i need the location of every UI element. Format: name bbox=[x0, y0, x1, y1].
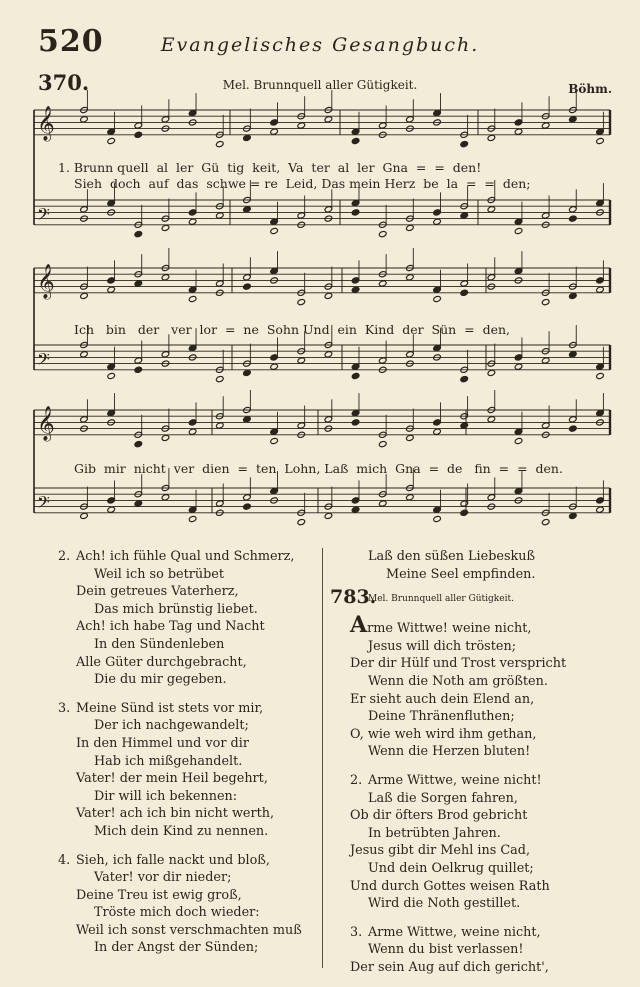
note-head bbox=[188, 515, 196, 522]
lyric-line: Gib mir nicht ver dien = ten Lohn, Laß mich Gna = de fin = = den. bbox=[74, 461, 563, 476]
column-divider bbox=[322, 548, 323, 968]
note-head bbox=[569, 512, 577, 519]
verse-line: Laß den süßen Liebeskuß bbox=[368, 549, 536, 564]
note-head bbox=[351, 419, 359, 426]
note-head bbox=[569, 292, 577, 299]
verses-left-column bbox=[58, 548, 328, 968]
second-hymn-number: 783. bbox=[330, 586, 377, 608]
note-head bbox=[433, 295, 441, 302]
verse-line: Weil ich sonst verschmachten muß bbox=[76, 922, 302, 938]
verse-line: Der dir Hülf und Trost verspricht bbox=[350, 656, 567, 672]
note-head bbox=[378, 500, 386, 507]
verse-line: Deine Treu ist ewig groß, bbox=[76, 887, 242, 903]
stanza bbox=[350, 772, 630, 913]
note-head bbox=[134, 280, 142, 287]
note-head bbox=[80, 116, 88, 123]
melody-note: Mel. Brunnquell aller Gütigkeit. bbox=[222, 78, 418, 92]
note-head bbox=[487, 416, 495, 423]
note-head bbox=[514, 437, 522, 444]
verse-line: Der sein Aug auf dich gericht', bbox=[350, 959, 549, 975]
verse-line: rme Wittwe! weine nicht, bbox=[367, 621, 532, 637]
verse-line: Laß die Sorgen fahren, bbox=[368, 790, 518, 806]
note-head bbox=[541, 357, 549, 364]
note-head bbox=[243, 206, 251, 213]
note-head bbox=[487, 369, 495, 376]
verse-line: Meine Seel empfinden. bbox=[386, 566, 536, 582]
note-head bbox=[433, 218, 441, 225]
verse-line: Vater! der mein Heil begehrt, bbox=[76, 771, 268, 787]
note-head bbox=[134, 131, 142, 138]
note-head bbox=[433, 428, 441, 435]
clef-glyph: 𝄞 bbox=[37, 263, 55, 299]
note-head bbox=[596, 137, 604, 144]
note-head bbox=[460, 376, 468, 383]
clef-glyph: 𝄢 bbox=[37, 348, 50, 373]
verse-line: In den Himmel und vor dir bbox=[76, 735, 249, 751]
note-head bbox=[134, 441, 142, 448]
note-head bbox=[514, 128, 522, 135]
stanza-number: 4. bbox=[58, 852, 71, 868]
note-head bbox=[378, 441, 386, 448]
note-head bbox=[80, 292, 88, 299]
note-head bbox=[378, 280, 386, 287]
verse-line: Dein getreues Vaterherz, bbox=[76, 584, 239, 600]
note-head bbox=[596, 286, 604, 293]
clef-glyph: 𝄞 bbox=[37, 405, 55, 441]
note-head bbox=[80, 351, 88, 358]
note-head bbox=[324, 512, 332, 519]
verse-line: Wenn die Noth am größten. bbox=[368, 673, 548, 689]
lyric-line: Ich bin der ver lor = ne Sohn Und ein Kind der Sün = den, bbox=[74, 322, 511, 337]
verse-line: Ach! ich habe Tag und Nacht bbox=[76, 619, 265, 635]
note-head bbox=[514, 363, 522, 370]
note-head bbox=[270, 363, 278, 370]
verse-line: Das mich brünstig liebet. bbox=[94, 601, 258, 617]
note-head bbox=[487, 206, 495, 213]
note-head bbox=[297, 122, 305, 129]
verse-line: Er sieht auch dein Elend an, bbox=[350, 691, 535, 707]
note-head bbox=[297, 519, 305, 526]
clef-glyph: 𝄢 bbox=[37, 491, 50, 516]
note-head bbox=[161, 224, 169, 231]
note-head bbox=[297, 299, 305, 306]
note-head bbox=[107, 372, 115, 379]
note-head bbox=[351, 506, 359, 513]
note-head bbox=[134, 366, 142, 373]
note-head bbox=[406, 224, 414, 231]
verse-line: In betrübten Jahren. bbox=[368, 825, 501, 841]
note-head bbox=[514, 227, 522, 234]
note-head bbox=[188, 218, 196, 225]
note-head bbox=[324, 351, 332, 358]
lyric-line: 1. Brunn quell al ler Gü tig keit, Va ter al ler Gna = = den! bbox=[58, 160, 482, 175]
note-head bbox=[270, 128, 278, 135]
stanza-number: 2. bbox=[58, 549, 71, 564]
stanza bbox=[58, 700, 328, 841]
note-head bbox=[216, 376, 224, 383]
note-head bbox=[406, 274, 414, 281]
note-head bbox=[596, 372, 604, 379]
stanza bbox=[58, 548, 328, 689]
note-head bbox=[243, 134, 251, 141]
note-head bbox=[460, 422, 468, 429]
verse-line: Mich dein Kind zu nennen. bbox=[94, 823, 269, 839]
verse-line: Und dein Oelkrug quillet; bbox=[368, 860, 534, 876]
note-head bbox=[569, 116, 577, 123]
note-head bbox=[243, 369, 251, 376]
verses-right-column bbox=[350, 548, 630, 987]
note-head bbox=[460, 141, 468, 148]
note-head bbox=[351, 372, 359, 379]
verse-line: Vater! ach ich bin nicht werth, bbox=[76, 806, 275, 822]
note-head bbox=[216, 141, 224, 148]
note-head bbox=[460, 509, 468, 516]
note-head bbox=[80, 512, 88, 519]
note-head bbox=[569, 351, 577, 358]
verse-line: Jesus will dich trösten; bbox=[368, 638, 517, 654]
verse-line: Weil ich so betrübet bbox=[94, 566, 225, 582]
stanza-number: 3. bbox=[350, 924, 363, 940]
stanza-number: 3. bbox=[58, 700, 71, 716]
stanza-number: 2. bbox=[350, 772, 363, 788]
note-head bbox=[297, 357, 305, 364]
lyric-line: Sieh doch auf das schwe = re Leid, Das mein Herz be la = = den; bbox=[74, 176, 531, 191]
verse-line: Arme Wittwe, weine nicht, bbox=[368, 924, 541, 940]
verse-line: O, wie weh wird ihm gethan, bbox=[350, 726, 537, 742]
verse-line: Jesus gibt dir Mehl ins Cad, bbox=[350, 843, 531, 859]
note-head bbox=[487, 134, 495, 141]
verse-line: Wenn du bist verlassen! bbox=[368, 942, 524, 958]
note-head bbox=[378, 231, 386, 238]
note-head bbox=[351, 137, 359, 144]
note-head bbox=[107, 286, 115, 293]
verse-line: In der Angst der Sünden; bbox=[94, 940, 259, 956]
note-head bbox=[270, 227, 278, 234]
note-head bbox=[460, 212, 468, 219]
note-head bbox=[134, 231, 142, 238]
note-head bbox=[569, 425, 577, 432]
note-head bbox=[406, 494, 414, 501]
note-head bbox=[596, 506, 604, 513]
running-head: Evangelisches Gesangbuch. bbox=[160, 34, 480, 56]
clef-glyph: 𝄢 bbox=[37, 203, 50, 228]
verse-line: Alle Güter durchgebracht, bbox=[76, 654, 247, 670]
note-head bbox=[351, 209, 359, 216]
dropcap: A bbox=[350, 612, 368, 639]
note-head bbox=[270, 437, 278, 444]
verse-line: Ob dir öfters Brod gebricht bbox=[350, 808, 528, 824]
note-head bbox=[216, 422, 224, 429]
verse-line: Die du mir gegeben. bbox=[94, 672, 227, 688]
note-head bbox=[161, 274, 169, 281]
note-head bbox=[569, 215, 577, 222]
note-head bbox=[188, 295, 196, 302]
verse-line: Arme Wittwe, weine nicht! bbox=[368, 772, 542, 788]
verse-line: Wenn die Herzen bluten! bbox=[368, 744, 531, 760]
note-head bbox=[107, 506, 115, 513]
note-head bbox=[107, 137, 115, 144]
stanza bbox=[58, 852, 328, 958]
verse-line: Vater! vor dir nieder; bbox=[94, 870, 232, 886]
note-head bbox=[161, 434, 169, 441]
note-head bbox=[541, 519, 549, 526]
verse-line: Und durch Gottes weisen Rath bbox=[350, 878, 550, 894]
stanza bbox=[350, 612, 630, 761]
verse-line: Tröste mich doch wieder: bbox=[94, 905, 260, 921]
clef-glyph: 𝄞 bbox=[37, 105, 55, 141]
note-head bbox=[541, 299, 549, 306]
note-head bbox=[433, 515, 441, 522]
verse-line: Hab ich mißgehandelt. bbox=[94, 753, 243, 769]
page-number: 520 bbox=[38, 24, 104, 59]
verse-line: Sieh, ich falle nackt und bloß, bbox=[76, 852, 270, 868]
note-head bbox=[406, 434, 414, 441]
note-head bbox=[324, 292, 332, 299]
verse-line: Wird die Noth gestillet. bbox=[368, 896, 521, 912]
note-head bbox=[541, 122, 549, 129]
stanza bbox=[350, 924, 630, 977]
note-head bbox=[161, 494, 169, 501]
verse-line: Meine Sünd ist stets vor mir, bbox=[76, 700, 264, 716]
note-head bbox=[243, 416, 251, 423]
note-head bbox=[134, 500, 142, 507]
composer: Böhm. bbox=[568, 82, 612, 96]
verse-line: Dir will ich bekennen: bbox=[94, 788, 238, 804]
note-head bbox=[351, 286, 359, 293]
note-head bbox=[324, 116, 332, 123]
stanza-continuation bbox=[350, 548, 630, 583]
second-melody-note: Mel. Brunnquell aller Gütigkeit. bbox=[368, 594, 514, 604]
note-head bbox=[243, 283, 251, 290]
note-head bbox=[216, 212, 224, 219]
verse-line: In den Sündenleben bbox=[94, 636, 225, 652]
hymn-number: 370. bbox=[38, 70, 90, 95]
verse-line: Deine Thränenfluthen; bbox=[368, 709, 515, 725]
verse-line: Der ich nachgewandelt; bbox=[94, 718, 249, 734]
note-head bbox=[188, 428, 196, 435]
note-head bbox=[243, 503, 251, 510]
note-head bbox=[460, 289, 468, 296]
verse-line: Ach! ich fühle Qual und Schmerz, bbox=[76, 549, 295, 564]
